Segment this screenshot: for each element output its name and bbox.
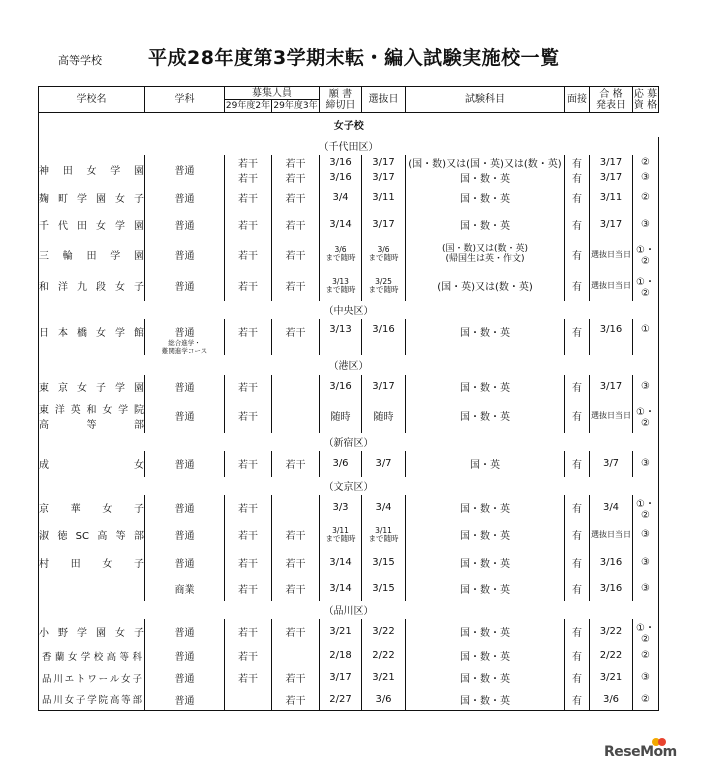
course: 普通 — [145, 155, 225, 185]
col-course: 学科 — [145, 87, 225, 113]
quota-y2: 若干 — [225, 375, 272, 399]
category-label: 女子校 — [39, 113, 659, 137]
subjects: (国・英)又は(数・英) — [406, 271, 565, 301]
quota-y2: 若干 — [225, 451, 272, 477]
quota-y2: 若干 — [225, 549, 272, 576]
col-subjects: 試験科目 — [406, 87, 565, 113]
qualification: ①・② — [633, 399, 659, 433]
announce-date: 3/21 — [590, 667, 633, 689]
course: 普通 — [145, 185, 225, 211]
school-name: 小野学園女子 — [39, 619, 145, 645]
subjects: 国・数・英 — [406, 495, 565, 521]
course: 普通 — [145, 375, 225, 399]
school-name: 品川エトワール女子 — [39, 667, 145, 689]
course: 普通 — [145, 619, 225, 645]
deadline: 3/16 — [320, 155, 362, 170]
table-row — [39, 451, 659, 477]
page-category: 高等学校 — [58, 54, 102, 67]
school-name: 京華女子 — [39, 495, 145, 521]
interview: 有 — [565, 319, 590, 355]
col-quota-y3: 29年度3年 — [273, 100, 318, 111]
quota-y2: 若干 — [225, 619, 272, 645]
announce-date: 3/6 — [590, 689, 633, 711]
course: 普通 — [145, 495, 225, 521]
interview: 有 — [565, 185, 590, 211]
subjects: (国・数)又は(国・英)又は(数・英) — [406, 155, 565, 170]
qualification: ③ — [633, 576, 659, 601]
deadline: 3/11 まで随時 — [320, 521, 362, 549]
ward-label: （港区） — [39, 355, 659, 375]
col-interview: 面接 — [565, 87, 590, 113]
subjects: 国・数・英 — [406, 549, 565, 576]
announce-date: 3/16 — [590, 319, 633, 355]
deadline: 3/3 — [320, 495, 362, 521]
ward-label: （品川区） — [39, 601, 659, 619]
school-name: 村田女子 — [39, 549, 145, 576]
quota-y3: 若干 — [272, 576, 320, 601]
ward-label: （新宿区） — [39, 433, 659, 451]
qualification: ② — [633, 155, 659, 170]
interview: 有 — [565, 576, 590, 601]
qualification: ③ — [633, 375, 659, 399]
school-name: 千代田女学園 — [39, 211, 145, 238]
course: 普通 総合進学・ 難関進学コース — [145, 319, 225, 355]
qualification: ①・② — [633, 238, 659, 271]
table-row — [39, 399, 659, 433]
subjects: 国・数・英 — [406, 667, 565, 689]
ward-label: （千代田区） — [39, 137, 659, 155]
table-row — [39, 549, 659, 576]
announce-date: 3/17 — [590, 211, 633, 238]
quota-y3: 若干 — [272, 619, 320, 645]
deadline: 2/27 — [320, 689, 362, 711]
announce-date: 3/11 — [590, 185, 633, 211]
table-row — [39, 689, 659, 711]
school-name — [39, 576, 145, 601]
interview: 有 — [565, 549, 590, 576]
ward-label: （文京区） — [39, 477, 659, 495]
table-row — [39, 238, 659, 271]
course: 普通 — [145, 667, 225, 689]
deadline: 3/6 — [320, 451, 362, 477]
subjects: 国・数・英 — [406, 170, 565, 185]
qualification: ③ — [633, 667, 659, 689]
course: 普通 — [145, 399, 225, 433]
interview: 有 — [565, 619, 590, 645]
quota-y2: 若干 — [225, 155, 272, 170]
exam-date: 3/15 — [362, 576, 406, 601]
col-quota: 募集人員 — [225, 87, 320, 100]
deadline: 3/6 まで随時 — [320, 238, 362, 271]
table-row — [39, 185, 659, 211]
deadline: 3/21 — [320, 619, 362, 645]
quota-y2: 若干 — [225, 576, 272, 601]
exam-date: 3/21 — [362, 667, 406, 689]
school-name: 品川女子学院高等部 — [39, 689, 145, 711]
announce-date: 3/7 — [590, 451, 633, 477]
subjects: 国・数・英 — [406, 211, 565, 238]
qualification: ③ — [633, 549, 659, 576]
exam-date: 3/15 — [362, 549, 406, 576]
qualification: ② — [633, 689, 659, 711]
exam-date: 3/17 — [362, 211, 406, 238]
ward-label: （中央区） — [39, 301, 659, 319]
exam-date: 3/11 まで随時 — [362, 521, 406, 549]
qualification: ③ — [633, 451, 659, 477]
logo-text: ReseMom — [604, 744, 677, 760]
page-title: 平成28年度第3学期末転・編入試験実施校一覧 — [148, 47, 560, 69]
quota-y3: 若干 — [272, 271, 320, 301]
col-school: 学校名 — [39, 87, 145, 113]
qualification: ② — [633, 645, 659, 667]
quota-y2: 若干 — [225, 185, 272, 211]
subjects: 国・数・英 — [406, 185, 565, 211]
qualification: ③ — [633, 170, 659, 185]
col-exam-date: 選抜日 — [362, 87, 406, 113]
quota-y3: 若干 — [272, 521, 320, 549]
table-row — [39, 211, 659, 238]
announce-date: 選抜日当日 — [590, 238, 633, 271]
quota-y3: 若干 — [272, 185, 320, 211]
deadline: 3/14 — [320, 576, 362, 601]
interview: 有 — [565, 271, 590, 301]
exam-date: 随時 — [362, 399, 406, 433]
school-name: 東洋英和女学院 高等部 — [39, 399, 145, 433]
announce-date: 選抜日当日 — [590, 521, 633, 549]
deadline: 随時 — [320, 399, 362, 433]
exam-date: 3/22 — [362, 619, 406, 645]
qualification: ① — [633, 319, 659, 355]
quota-y3: 若干 — [272, 549, 320, 576]
course: 普通 — [145, 271, 225, 301]
deadline: 3/14 — [320, 549, 362, 576]
quota-y3: 若干 — [272, 319, 320, 355]
subjects: 国・数・英 — [406, 645, 565, 667]
table-row — [39, 271, 659, 301]
deadline: 3/4 — [320, 185, 362, 211]
announce-date: 選抜日当日 — [590, 399, 633, 433]
quota-y3 — [272, 645, 320, 667]
quota-y3: 若干 — [272, 170, 320, 185]
subjects: 国・数・英 — [406, 399, 565, 433]
quota-y2: 若干 — [225, 211, 272, 238]
course: 普通 — [145, 549, 225, 576]
deadline: 3/16 — [320, 170, 362, 185]
interview: 有 — [565, 375, 590, 399]
announce-date: 3/16 — [590, 576, 633, 601]
interview: 有 — [565, 451, 590, 477]
table-row — [39, 645, 659, 667]
course: 普通 — [145, 451, 225, 477]
exam-date: 2/22 — [362, 645, 406, 667]
course: 普通 — [145, 689, 225, 711]
subjects: 国・英 — [406, 451, 565, 477]
interview: 有 — [565, 170, 590, 185]
quota-y2: 若干 — [225, 319, 272, 355]
course: 普通 — [145, 238, 225, 271]
exam-date: 3/17 — [362, 375, 406, 399]
interview: 有 — [565, 211, 590, 238]
announce-date: 3/17 — [590, 155, 633, 170]
interview: 有 — [565, 238, 590, 271]
quota-y2 — [225, 689, 272, 711]
quota-y2: 若干 — [225, 645, 272, 667]
quota-y3 — [272, 495, 320, 521]
deadline: 2/18 — [320, 645, 362, 667]
qualification: ② — [633, 185, 659, 211]
table-row — [39, 319, 659, 355]
table-row — [39, 576, 659, 601]
interview: 有 — [565, 689, 590, 711]
exam-date: 3/6 — [362, 689, 406, 711]
quota-y3: 若干 — [272, 155, 320, 170]
exam-date: 3/11 — [362, 185, 406, 211]
quota-y2: 若干 — [225, 271, 272, 301]
exam-date: 3/4 — [362, 495, 406, 521]
exam-date: 3/6 まで随時 — [362, 238, 406, 271]
deadline: 3/16 — [320, 375, 362, 399]
quota-y3 — [272, 375, 320, 399]
course: 普通 — [145, 211, 225, 238]
school-name: 香蘭女学校高等科 — [39, 645, 145, 667]
quota-y3: 若干 — [272, 689, 320, 711]
quota-y3: 若干 — [272, 451, 320, 477]
col-announce: 合 格 発表日 — [590, 87, 633, 113]
col-quota-y2: 29年度2年 — [225, 100, 271, 111]
table-row — [39, 667, 659, 689]
exam-date: 3/25 まで随時 — [362, 271, 406, 301]
deadline: 3/17 — [320, 667, 362, 689]
subjects: 国・数・英 — [406, 375, 565, 399]
school-name: 三輪田学園 — [39, 238, 145, 271]
deadline: 3/13 まで随時 — [320, 271, 362, 301]
subjects: 国・数・英 — [406, 619, 565, 645]
col-deadline: 願 書 締切日 — [320, 87, 362, 113]
qualification: ①・② — [633, 495, 659, 521]
quota-y3: 若干 — [272, 211, 320, 238]
quota-y2: 若干 — [225, 521, 272, 549]
subjects: 国・数・英 — [406, 689, 565, 711]
interview: 有 — [565, 399, 590, 433]
deadline: 3/14 — [320, 211, 362, 238]
announce-date: 3/16 — [590, 549, 633, 576]
resemom-logo — [602, 736, 702, 764]
course: 普通 — [145, 645, 225, 667]
announce-date: 2/22 — [590, 645, 633, 667]
interview: 有 — [565, 521, 590, 549]
table-row — [39, 495, 659, 521]
qualification: ③ — [633, 521, 659, 549]
interview: 有 — [565, 495, 590, 521]
announce-date: 3/4 — [590, 495, 633, 521]
subjects: (国・数)又は(数・英) (帰国生は英・作文) — [406, 238, 565, 271]
qualification: ①・② — [633, 271, 659, 301]
school-name: 東京女子学園 — [39, 375, 145, 399]
subjects: 国・数・英 — [406, 319, 565, 355]
qualification: ①・② — [633, 619, 659, 645]
interview: 有 — [565, 155, 590, 170]
announce-date: 3/22 — [590, 619, 633, 645]
table-row — [39, 375, 659, 399]
exam-date: 3/17 — [362, 170, 406, 185]
quota-y2: 若干 — [225, 399, 272, 433]
exam-date: 3/7 — [362, 451, 406, 477]
quota-y3: 若干 — [272, 667, 320, 689]
school-name: 成女 — [39, 451, 145, 477]
quota-y2: 若干 — [225, 495, 272, 521]
quota-y3: 若干 — [272, 238, 320, 271]
school-name: 淑徳SC高等部 — [39, 521, 145, 549]
quota-y2: 若干 — [225, 238, 272, 271]
school-name: 日本橋女学館 — [39, 319, 145, 355]
col-qualification: 応 募 資 格 — [633, 88, 658, 111]
subjects: 国・数・英 — [406, 521, 565, 549]
table-row — [39, 521, 659, 549]
quota-y2: 若干 — [225, 170, 272, 185]
exam-date: 3/16 — [362, 319, 406, 355]
school-name: 神田女学園 — [39, 155, 145, 185]
deadline: 3/13 — [320, 319, 362, 355]
table-row — [39, 155, 659, 170]
course: 商業 — [145, 576, 225, 601]
quota-y3 — [272, 399, 320, 433]
interview: 有 — [565, 645, 590, 667]
quota-y2: 若干 — [225, 667, 272, 689]
school-name: 麹町学園女子 — [39, 185, 145, 211]
announce-date: 3/17 — [590, 170, 633, 185]
exam-date: 3/17 — [362, 155, 406, 170]
table-row — [39, 619, 659, 645]
announce-date: 選抜日当日 — [590, 271, 633, 301]
course: 普通 — [145, 521, 225, 549]
school-name: 和洋九段女子 — [39, 271, 145, 301]
announce-date: 3/17 — [590, 375, 633, 399]
qualification: ③ — [633, 211, 659, 238]
school-table — [38, 86, 659, 711]
subjects: 国・数・英 — [406, 576, 565, 601]
interview: 有 — [565, 667, 590, 689]
